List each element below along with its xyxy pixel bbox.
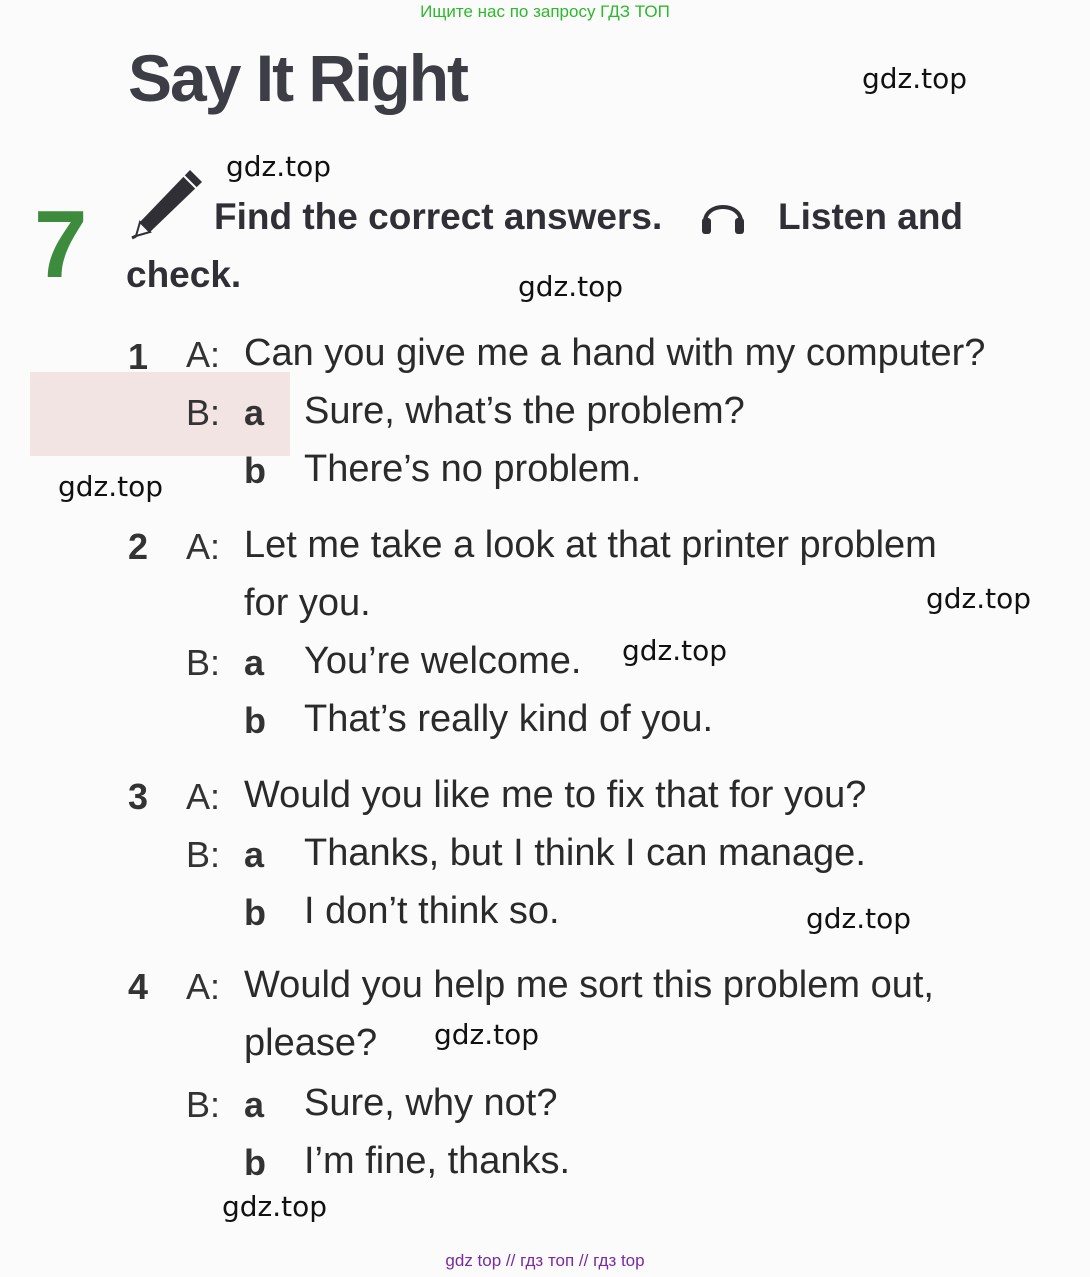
watermark: gdz.top xyxy=(926,582,1032,615)
speaker-a-label: A: xyxy=(186,334,221,375)
speaker-a-line: Can you give me a hand with my computer? xyxy=(244,332,986,374)
option-letter: a xyxy=(244,642,265,683)
option-letter: b xyxy=(244,700,266,741)
option-letter: a xyxy=(244,1084,265,1125)
item-number: 4 xyxy=(128,966,149,1007)
speaker-a-line: please? xyxy=(244,1022,378,1064)
instruction-text-listen: Listen and xyxy=(778,196,964,237)
option-letter: b xyxy=(244,892,266,933)
headphones-icon xyxy=(698,190,748,240)
speaker-b-label: B: xyxy=(186,392,221,433)
speaker-b-label: B: xyxy=(186,1084,221,1125)
top-banner: Ищите нас по запросу ГДЗ ТОП xyxy=(420,2,670,21)
option-text: Thanks, but I think I can manage. xyxy=(304,832,866,874)
speaker-b-label: B: xyxy=(186,834,221,875)
item-number: 1 xyxy=(128,336,149,377)
item-number: 2 xyxy=(128,526,149,567)
option-text: That’s really kind of you. xyxy=(304,698,714,740)
page-title: Say It Right xyxy=(128,41,468,115)
option-text: Sure, why not? xyxy=(304,1082,558,1124)
option-letter: b xyxy=(244,1142,266,1183)
watermark: gdz.top xyxy=(862,62,968,95)
speaker-a-label: A: xyxy=(186,966,221,1007)
option-text: There’s no problem. xyxy=(304,448,642,490)
option-text: I don’t think so. xyxy=(304,890,560,932)
item-number: 3 xyxy=(128,776,149,817)
speaker-a-label: A: xyxy=(186,526,221,567)
option-text: I’m fine, thanks. xyxy=(304,1140,571,1182)
footer-links: gdz top // гдз топ // гдз top xyxy=(445,1251,645,1270)
option-text: You’re welcome. xyxy=(304,640,582,682)
option-text: Sure, what’s the problem? xyxy=(304,390,745,432)
watermark: gdz.top xyxy=(226,150,332,183)
exercise-number: 7 xyxy=(34,191,88,298)
instruction-text: Find the correct answers. xyxy=(214,196,663,237)
watermark: gdz.top xyxy=(222,1190,328,1223)
pencil-icon xyxy=(128,166,206,242)
speaker-b-label: B: xyxy=(186,642,221,683)
option-letter: b xyxy=(244,450,266,491)
speaker-a-line: for you. xyxy=(244,582,371,624)
speaker-a-line: Let me take a look at that printer problem xyxy=(244,524,937,566)
instruction-text-check: check. xyxy=(126,254,242,295)
watermark: gdz.top xyxy=(518,270,624,303)
speaker-a-line: Would you help me sort this problem out, xyxy=(244,964,934,1006)
watermark: gdz.top xyxy=(58,470,164,503)
option-letter: a xyxy=(244,392,265,433)
option-letter: a xyxy=(244,834,265,875)
speaker-a-label: A: xyxy=(186,776,221,817)
watermark: gdz.top xyxy=(622,634,728,667)
speaker-a-line: Would you like me to fix that for you? xyxy=(244,774,867,816)
watermark: gdz.top xyxy=(806,902,912,935)
watermark: gdz.top xyxy=(434,1018,540,1051)
